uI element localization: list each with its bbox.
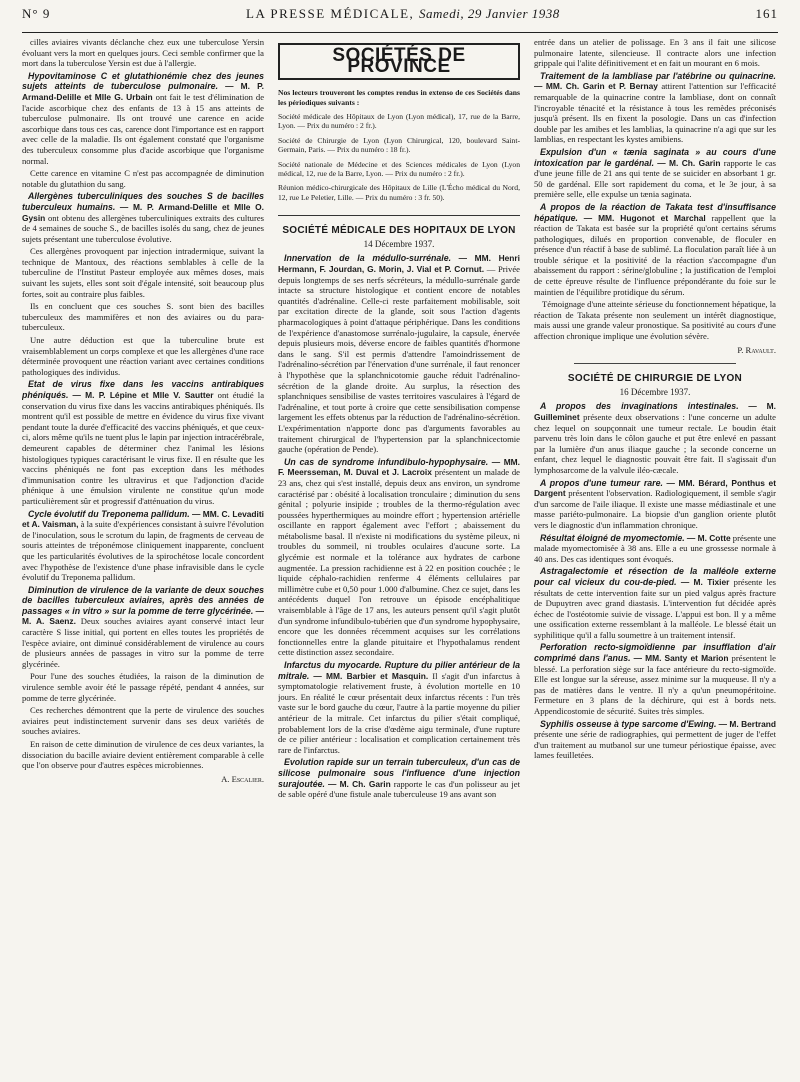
paragraph: entrée dans un atelier de polissage. En 3 ans il fait une silicose pulmonaire latente, silencieuse. Il contracte alors une infection grippale qui l'alite définitivement et en fait un mourant en 6 mois. — [534, 37, 776, 69]
column-2 — [278, 37, 520, 1077]
article-text: rapporte le cas d'un polisseur au jet de sable opéré d'une fistule anale tuberculeuse 19 ans avant son — [278, 778, 520, 800]
article-title: Diminution de virulence de la variante de deux souches de bacilles tuberculeux aviaires, après des années de passages « in vitro » sur la pomme de terre glycérinée. — [22, 584, 264, 616]
article-title: Hypovitaminose C et glutathionémie chez des jeunes sujets atteints de tuberculose pulmonaire. — [22, 70, 264, 92]
article-innervation — [278, 253, 520, 454]
article-title: Evolution rapide sur un terrain tuberculeux, d'un cas de silicose pulmonaire sous l'influence d'une injection surajoutée. — [278, 757, 520, 789]
article-takata — [534, 202, 776, 297]
paragraph: Ces allergènes provoquent par injection intradermique, suivant la technique de Mantoux, des réactions semblables à celle de la tuberculine de l'Institut Pasteur employée aux mêmes doses, mais suivant les sujets, elles sont soit d'égale intensité, soit beaucoup plus fortes, soit au contraire plus faibles. — [22, 246, 264, 299]
article-title: Astragalectomie et résection de la malléole externe pour cal vicieux du cou-de-pied. — [534, 566, 776, 587]
box-item: Réunion médico-chirurgicale des Hôpitaux de Lille (L'Écho médical du Nord, 12, rue Le Peletier, Lille. — Prix du numéro : 3 fr. 50). — [278, 183, 520, 202]
paragraph: Ils en concluent que ces souches S. sont bien des bacilles tuberculeux des mammifères et non des aviaires ou du para-tuberculeux. — [22, 301, 264, 333]
article-title: Cycle évolutif du Treponema pallidum. — [28, 508, 190, 519]
periodicals-box — [278, 88, 520, 216]
box-item: Société nationale de Médecine et des Sciences médicales de Lyon (Lyon médical, 12, rue de la Barre, Lyon. — Prix du numéro : 2 fr.). — [278, 159, 520, 179]
column-3 — [534, 37, 776, 1077]
society-heading: SOCIÉTÉ MÉDICALE DES HOPITAUX DE LYON — [282, 225, 516, 237]
article-text: Deux souches aviaires ayant conservé intact leur caractère S lisse initial, qui portent en elles toutes les propriétés de l'espèce aviaire, ont diminué considérablement de virulence au cours de plusieurs années de passages in vitro sur la pomme de terre glycérinée. — [22, 616, 264, 669]
paragraph: Témoignage d'une atteinte sérieuse du fonctionnement hépatique, la réaction de Takata présente non seulement un intérêt diagnostique, mais aussi une grande valeur pronostique. Sa positivité au cours d'une affection chronique implique une évolution sévère. — [534, 299, 776, 342]
article-virulence — [22, 585, 264, 670]
society-heading: SOCIÉTÉ DE CHIRURGIE DE LYON — [567, 373, 743, 385]
article-authors: — MM. Bérard, Ponthus et Dargent — [534, 477, 776, 499]
signature: P. Ravault. — [737, 344, 776, 355]
article-syphilis — [534, 719, 776, 761]
divider — [574, 363, 736, 364]
article-infundibulo — [278, 457, 520, 658]
article-text: présentent un malade de 23 ans, chez qui s'est installé, depuis deux ans environ, un syndrome caractérisé par : obésité à localisation tronculaire ; diminution du sens génital ; polyurie insipide ; troubles de la thermo-régulation avec poussées hyperthermiques au moindre effort ; hypertension artérielle oscillante en rapport également avec l'effort ; abaissement du métabolisme basal. Il n'existe ni modifications du système pileux, ni troubles du sommeil, ni troubles oculaires d'aucune sorte. La glycémie est normale et la tolérance aux hydrates de carbone augmentée. La pression rachidienne est à 22 en position couchée ; le liquide céphalo-rachidien renferme 4 éléments cellulaires par millimètre cube et 0,50 pour 1.000 d'albumine. Chez ce sujet, dans les antécédents duquel l'on retrouve un épisode encéphalitique vraisemblable à l'âge de 17 ans, les auteurs pensent qu'il s'agit plutôt d'un syndrome infundibulo-tubérien que d'un syndrome hypophysaire, encore que les données récemment acquises sur les corrélations fonctionnelles entre la glande pituitaire et l'hypothalamus rendent cette distinction assez secondaire. — [278, 467, 520, 658]
issue-number: N° 9 — [22, 6, 51, 21]
article-authors: — M. Tixier — [680, 576, 730, 587]
article-allergenes — [22, 191, 264, 244]
article-authors: — MM. Ch. Garin et P. Bernay — [534, 81, 658, 92]
article-authors: — MM. Hugonot et Marchal — [583, 212, 706, 223]
article-authors: — MM. Santy et Marion — [633, 653, 729, 664]
page-number: 161 — [755, 6, 778, 21]
paragraph: Pour l'une des souches étudiées, la raison de la diminution de virulence semble avoir été le passage répété, pendant 4 années, sur pomme de terre glycérinée. — [22, 671, 264, 703]
article-authors: — M. Guilleminet — [534, 401, 776, 422]
article-authors: — M. A. Saenz. — [22, 605, 264, 627]
article-title: Perforation recto-sigmoïdienne par insufflation d'air comprimé dans l'anus. — [534, 642, 776, 664]
article-text: ont obtenu des allergènes tuberculiniques extraits des cultures de 4 semaines de souche S., de bacilles isolés du sang, chez de jeunes sujets présentant une tuberculose évolutive. — [22, 212, 264, 244]
article-lambliase — [534, 71, 776, 145]
article-text: présente une série de radiographies, qui permettent de juger de l'effet d'un traitement au mutbanol sur une tumeur périostique épaisse, avec lames feuilletées. — [534, 729, 776, 761]
article-authors: — M. P. Lépine et Mlle V. Sautter — [72, 390, 214, 400]
box-intro: Nos lecteurs trouveront les comptes rendus in extenso de ces Sociétés dans les périodiques suivants : — [278, 88, 520, 107]
page-header — [22, 0, 778, 33]
section-main-title: SOCIÉTÉS DE PROVINCE — [278, 43, 520, 80]
issue-date: Samedi, 29 Janvier 1938 — [419, 6, 560, 21]
article-virus-fixe — [22, 379, 264, 506]
article-title: A propos d'une tumeur rare. — [540, 477, 663, 488]
article-title: Allergènes tuberculiniques des souches S de bacilles tuberculeux humains. — [22, 191, 264, 212]
article-authors: — M. Cotte — [686, 532, 731, 543]
article-text: rappellent que la réaction de Takata est basée sur la propriété qu'ont certains sérums pathologiques, dilués en proportion convenable, de floculer en présence d'un réactif à base de sublimé. La floculation paraît liée à un trouble sérique et la positivité de la réaction s'accompagne d'un abaissement du rapport : sérine/globuline ; la justification de l'emploi de cette épreuve résulte de l'influence prépondérante du foie sur le maintien de l'équilibre protidique du sérum. — [534, 212, 776, 297]
article-text: présentent l'observation. Radiologiquement, il semble s'agir d'un sarcome de l'aile iliaque. Il existe une masse médiastinale et une masse pariéto-pulmonaire. La biopsie d'un ganglion oriente plutôt vers le diagnostic d'un inflammation chronique. — [534, 488, 776, 530]
paragraph: Cette carence en vitamine C n'est pas accompagnée de diminution notable du glutathion du sang. — [22, 168, 264, 189]
article-text: attirent l'attention sur l'efficacité remarquable de la quinacrine contre la lambliase, dont on connaît l'incroyable ténacité et la résistance à tous les remèdes préconisés jusqu'à présent. Ils en fixent la posologie. Dans un cas d'infection double par les amibes et les lamblias, la quinacrine n'a agi que sur les lamblias, en respectant les kystes amibiens. — [534, 81, 776, 145]
article-title: A propos des invaginations intestinales. — [540, 401, 739, 412]
article-authors: — M. Bertrand — [718, 718, 776, 729]
article-text: présente les résultats de cette intervention faite sur un pied valgus après fracture de Dupuytren avec grand diastasis. L'intervention fut décidée après échec de l'ostéotomie suivie de vissage. L'appui est bon. Il y a même une ossification externe ressemblant à la malléole. Le blessé était un syphilitique qu'il a fallu soumettre à un traitement intensif. — [534, 576, 776, 640]
article-authors: — M. P. Armand-Delille et Mlle G. Urbain — [22, 81, 264, 102]
article-authors: — MM. Henri Hermann, F. Jourdan, G. Morin, J. Vial et P. Cornut. — [278, 253, 520, 275]
box-item: Société médicale des Hôpitaux de Lyon (Lyon médical), 17, rue de la Barre, Lyon. — Prix du numéro : 2 fr.). — [278, 112, 520, 131]
article-text: — Privée depuis longtemps de ses nerfs sécréteurs, la médullo-surrénale garde intacte sa structure histologique et contient encore de notables quantités d'adrénaline. Celle-ci reste parfaitement mobilisable, soit par excitation directe de la glande, soit sous l'action d'agents pharmacologiques à point d'attaque périphérique. Dans les conditions de l'expérience d'anastomose surrénalo-jugulaire, la capsule, énervée depuis plusieurs mois, déverse encore de faibles quantités d'hormone dans le sang. S'il est permis d'attendre l'amoindrissement de l'adrénalino-sécrétion par l'énervation d'une surrénale, il faut renoncer à l'hypothèse que la splanchnicotomie gauche réduit l'adrénalino-sécrétion de la glande droite. Au surplus, la résection des splanchniques sensibilise de vastes territoires vasculaires à l'égard de l'adrénaline, et tout porte à croire que cette sensibilisation compense largement les effets obtenus par la réduction de l'adrénalino-sécrétion. L'expérimentation n'apporte donc pas d'arguments favorables au traitement chirurgical de l'hypertension par la splanchnicectomie gauche (opération de Pende). — [278, 264, 520, 455]
article-title: Traitement de la lambliase par l'atébrine ou quinacrine. — [540, 70, 776, 81]
article-authors: — M. Ch. Garin — [327, 778, 391, 789]
article-text: ont étudié la conservation du virus fixe dans les vaccins antirabiques phéniqués. Ils montrent qu'il est possible de mettre en évidence du virus fixe vivant pendant toute la durée d'efficacité des vaccins phéniqués, et que ceux-ci, alors même qu'ils ne tuent plus le lapin par injection intracérébrale, demeurent capables de déterminer chez l'animal les lésions histologiques typiques caractérisant le virus fixe. Il en résulte que les vaccins phéniqués ne font pas exception dans les méthodes d'immunisation contre les ultravirus et que l'adjonction d'acide phénique à une émulsion virulente ne constitue qu'un mode particulièrement sûr et progressif d'atténuation du virus. — [22, 390, 264, 506]
journal-title: LA PRESSE MÉDICALE, — [246, 6, 415, 21]
paragraph: cilles aviaires vivants déclanche chez eux une tuberculose Yersin évoluant vers la mort en quelques jours. Ceci semble confirmer que la mort dans la tuberculose Yersin est due à l'allergie. — [22, 37, 264, 69]
article-authors: — MM. C. Levaditi et A. Vaisman, — [22, 508, 264, 530]
journal-title-line — [246, 6, 560, 22]
article-invaginations — [534, 401, 776, 475]
article-authors: — MM. Barbier et Masquin. — [313, 670, 429, 681]
article-text: présente une malade myomectomisée à 38 ans. Elle a eu une grossesse normale à 40 ans. Des cas identiques sont évoqués. — [534, 532, 776, 564]
article-title: Résultat éloigné de myomectomie. — [540, 532, 685, 543]
article-text: présentent le blessé. La perforation siège sur la face antérieure du recto-sigmoïde. Elle est longue sur la séreuse, assez minime sur la muqueuse. Il n'y a pas de matières dans le ventre. Il n'y a qu'un pneumopéritoine. Fermeture en 3 plans de la déchirure, qui est à bords nets. Appendicostomie de sécurité. Suites très simples. — [534, 653, 776, 717]
article-title: A propos de la réaction de Takata test d'insuffisance hépatique. — [534, 201, 776, 223]
article-text: rapporte le cas d'une jeune fille de 21 ans qui tente de se suicider en absorbant 1 gr. 50 de gardénal. Elle sort rapidement du coma, et le 3e jour, à sa première selle, elle expulse un tænia saginata. — [534, 157, 776, 200]
article-perforation — [534, 642, 776, 716]
article-title: Infarctus du myocarde. Rupture du pilier antérieur de la mitrale. — [278, 660, 520, 681]
paragraph: En raison de cette diminution de virulence de ces deux variantes, la dissociation du bacille aviaire devient entièrement comparable à celle que l'on observe pour d'autres espèces microbiennes. — [22, 739, 264, 771]
society-date: 14 Décembre 1937. — [363, 238, 435, 249]
article-taenia — [534, 147, 776, 200]
article-myomectomie — [534, 533, 776, 565]
article-text: ont fait le test d'élimination de l'acide ascorbique chez des enfants de 13 à 15 ans atteints de tuberculose pulmonaire. Ils ont trouvé une carence en acide ascorbique dans tous ces cas, carence dont l'importance est en rapport avec celle de la maladie. Ils ont également constaté que l'organisme des tuberculeux consomme plus d'acide ascorbique que l'organisme normal. — [22, 91, 264, 166]
article-title: Un cas de syndrome infundibulo-hypophysaire. — [284, 456, 489, 467]
article-treponema — [22, 509, 264, 583]
article-astragalectomie — [534, 566, 776, 640]
article-authors: — M. Ch. Garin — [657, 157, 721, 168]
article-infarctus — [278, 660, 520, 755]
article-authors: — MM. F. Meersseman, M. Duval et J. Lacroix — [278, 456, 520, 478]
signature: A. Escalier. — [221, 773, 264, 784]
article-title: Expulsion d'un « tænia saginata » au cours d'une intoxication par le gardénal. — [534, 146, 776, 168]
article-text: Il s'agit d'un infarctus à symptomatologie relativement fruste, à évolution mortelle en 10 jours. En réalité le cœur présentait deux infarctus récents : l'un très vaste sur le bord gauche du cœur, l'autre à la partie moyenne du pilier antérieur de la mitrale. Cet infarctus du pilier s'était compliqué, probablement lors de la crise d'œdème aigu terminale, d'une rupture de ce pilier antérieur : localisation et complication certainement très rare de l'infarctus. — [278, 670, 520, 755]
article-text: à la suite d'expériences consistant à suivre l'évolution de l'inoculation, sous le scrotum du lapin, de fragments de cerveau de souris atteintes de tréponémose cliniquement inapparente, concluent que les particularités évolutives de la spirochétose locale concordent avec l'hypothèse de l'existence d'une phase infravisible dans le cycle évolutif du Treponema pallidum. — [22, 519, 264, 583]
paragraph: Ces recherches démontrent que la perte de virulence des souches aviaires peut indistinctement survenir dans ses deux variétés de souches aviaires. — [22, 705, 264, 737]
article-text: présente deux observations : l'une concerne un adulte chez lequel on soupçonnait une tumeur rectale. Le boudin était parvenu très loin dans le côlon gauche et put être enlevé en passant par la lumière d'un anus iliaque gauche ; la seconde concerne un enfant, chez lequel le diagnostic pouvait être fait. Il s'agissait d'un lymphosarcome de la valvule iléo-cæcale. — [534, 412, 776, 475]
box-item: Société de Chirurgie de Lyon (Lyon Chirurgical, 120, boulevard Saint-Germain, Paris. — Prix du numéro : 18 fr.). — [278, 135, 520, 155]
column-1 — [22, 37, 264, 1077]
paragraph: Une autre déduction est que la tuberculine brute est vraisemblablement un corps complexe et que les allergènes d'une race déterminée provoquent une réaction variant avec certaines conditions pathologiques des individus. — [22, 335, 264, 377]
article-silicose — [278, 757, 520, 799]
society-date: 16 Décembre 1937. — [619, 386, 691, 397]
article-hypovitaminose — [22, 71, 264, 166]
columns — [22, 37, 778, 1077]
article-title: Syphilis osseuse à type sarcome d'Ewing. — [540, 718, 717, 729]
article-authors: — M. P. Armand-Delille et Mlle O. Gysin — [22, 201, 264, 223]
article-title: Innervation de la médullo-surrénale. — [284, 253, 452, 264]
article-title: Etat de virus fixe dans les vaccins antirabiques phéniqués. — [22, 379, 264, 400]
article-tumeur-rare — [534, 478, 776, 531]
